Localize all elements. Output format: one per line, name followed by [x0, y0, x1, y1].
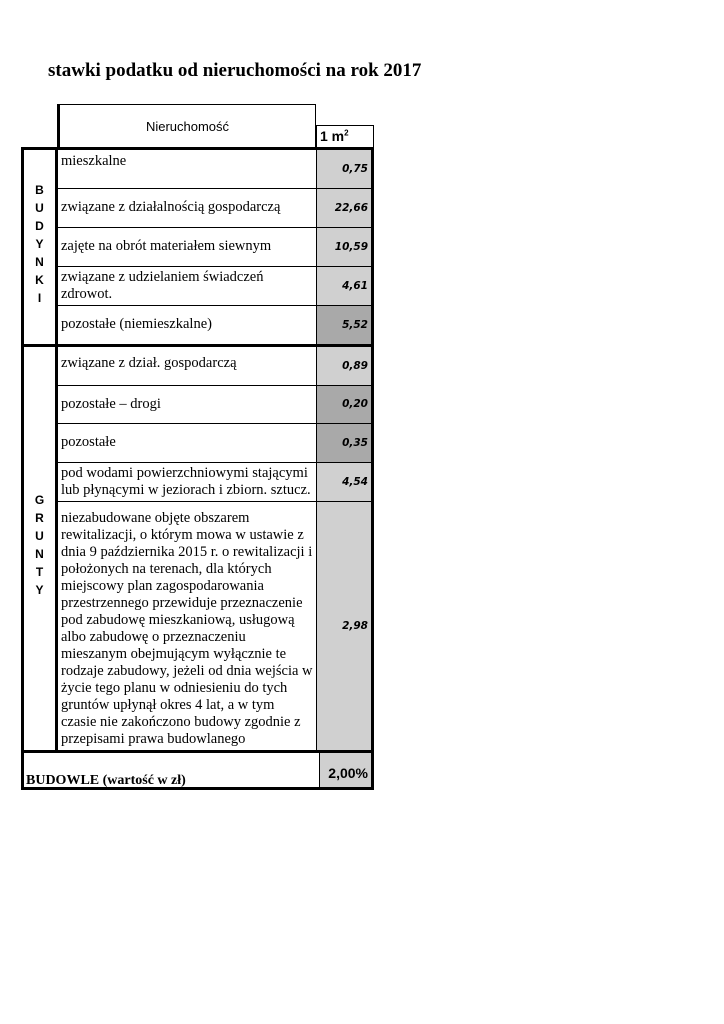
budynki-letter: D — [35, 219, 44, 233]
grunty-letter: Y — [35, 583, 44, 597]
table-row — [58, 267, 371, 306]
row-value: 0,75 — [317, 150, 371, 188]
budynki-group — [21, 147, 374, 344]
row-name: pod wodami powierzchniowymi stającymi lub płynącymi w jeziorach i zbiorn. sztucz. — [58, 463, 317, 501]
budynki-letter: N — [35, 255, 44, 269]
row-value: 0,35 — [317, 424, 371, 462]
row-name: pozostałe — [58, 424, 317, 462]
row-name: związane z udzielaniem świadczeń zdrowot. — [58, 267, 317, 305]
budowle-name: BUDOWLE (wartość w zł) — [24, 753, 320, 787]
row-name: związane z dział. gospodarczą — [58, 347, 317, 385]
table-row — [58, 463, 371, 502]
row-value: 10,59 — [317, 228, 371, 266]
budynki-letter: Y — [35, 237, 44, 251]
budowle-value: 2,00% — [320, 753, 371, 787]
row-value: 2,98 — [317, 502, 371, 750]
table-row — [58, 424, 371, 463]
grunty-letter: N — [35, 547, 44, 561]
grunty-vertical-label — [24, 347, 58, 750]
row-value: 5,52 — [317, 306, 371, 344]
grunty-rows — [58, 347, 371, 750]
budynki-letter: I — [37, 291, 42, 305]
row-name: niezabudowane objęte obszarem rewitalizacji, o którym mowa w ustawie z dnia 9 października 2015 r. o rewitalizacji i położonych na terenach, dla których miejscowy plan zagospodarowania przestrzennego przewiduje przeznaczenie pod zabudowę mieszkaniową, usługową albo zabudowę o przeznaczeniu mieszanym obejmującym wyłącznie te rodzaje zabudowy, jeżeli od dnia wejścia w życie tego planu w odniesieniu do tych gruntów upłynął okres 4 lat, a w tym czasie nie zakończono budowy zgodnie z przepisami prawa budowlanego — [58, 502, 317, 750]
row-name: pozostałe – drogi — [58, 386, 317, 424]
page-title: stawki podatku od nieruchomości na rok 2017 — [48, 60, 422, 81]
row-value: 22,66 — [317, 189, 371, 227]
header-unit-text: 1 m — [320, 128, 345, 144]
table-row — [58, 189, 371, 228]
grunty-letter: G — [34, 493, 45, 507]
grunty-letter: R — [35, 511, 44, 525]
row-value: 0,20 — [317, 386, 371, 424]
table-row — [58, 347, 371, 386]
table-row — [58, 306, 371, 344]
row-name: związane z działalnością gospodarczą — [58, 189, 317, 227]
budowle-row — [21, 750, 374, 790]
header-unit-sup: 2 — [344, 128, 349, 138]
table-row — [58, 502, 371, 750]
row-name: mieszkalne — [58, 150, 317, 188]
budynki-rows — [58, 150, 371, 344]
row-value: 0,89 — [317, 347, 371, 385]
grunty-letter: U — [35, 529, 44, 543]
row-value: 4,61 — [317, 267, 371, 305]
budynki-letter: B — [35, 183, 44, 197]
row-name: pozostałe (niemieszkalne) — [58, 306, 317, 344]
budynki-vertical-label — [24, 150, 58, 344]
grunty-letter: T — [35, 565, 44, 579]
budynki-letter: K — [35, 273, 44, 287]
table-row — [58, 386, 371, 425]
table-row — [58, 150, 371, 189]
budynki-letter: U — [35, 201, 44, 215]
header-unit — [316, 125, 374, 147]
grunty-group — [21, 344, 374, 750]
table-row — [58, 228, 371, 267]
header-property: Nieruchomość — [57, 104, 316, 147]
row-value: 4,54 — [317, 463, 371, 501]
row-name: zajęte na obrót materiałem siewnym — [58, 228, 317, 266]
